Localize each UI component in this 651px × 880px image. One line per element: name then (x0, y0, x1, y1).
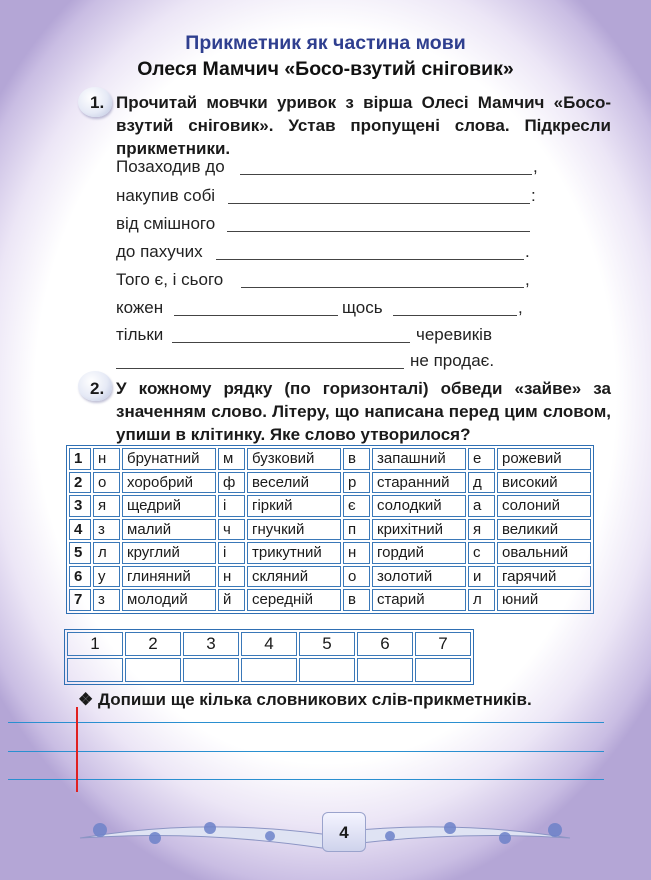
writing-line[interactable] (8, 751, 604, 752)
letter-cell[interactable]: з (93, 519, 120, 541)
answer-cell[interactable] (357, 658, 413, 682)
word-cell[interactable]: щедрий (122, 495, 216, 517)
letter-cell[interactable]: є (343, 495, 370, 517)
row-number: 6 (69, 566, 91, 588)
extra-task-instruction: ❖ Допиши ще кілька словникових слів-прикметників. (78, 690, 532, 709)
answer-cell[interactable] (299, 658, 355, 682)
answer-cell[interactable] (415, 658, 471, 682)
word-cell[interactable]: глиняний (122, 566, 216, 588)
page-number: 4 (322, 812, 366, 852)
word-cell[interactable]: овальний (497, 542, 591, 564)
task1-number: 1. (90, 93, 105, 112)
word-cell[interactable]: великий (497, 519, 591, 541)
row-number: 2 (69, 472, 91, 494)
letter-cell[interactable]: м (218, 448, 245, 470)
letter-cell[interactable]: о (93, 472, 120, 494)
answer-column-number: 7 (415, 632, 471, 656)
word-table (66, 445, 594, 614)
letter-cell[interactable]: н (218, 566, 245, 588)
word-cell[interactable]: гордий (372, 542, 466, 564)
answer-column-number: 5 (299, 632, 355, 656)
word-cell[interactable]: солодкий (372, 495, 466, 517)
word-cell[interactable]: юний (497, 589, 591, 611)
letter-cell[interactable]: с (468, 542, 495, 564)
letter-cell[interactable]: д (468, 472, 495, 494)
word-cell[interactable]: молодий (122, 589, 216, 611)
answer-column-number: 2 (125, 632, 181, 656)
blank-field[interactable] (116, 368, 404, 369)
answer-column-number: 4 (241, 632, 297, 656)
writing-line[interactable] (8, 779, 604, 780)
writing-line[interactable] (8, 722, 604, 723)
letter-cell[interactable]: у (93, 566, 120, 588)
row-number: 1 (69, 448, 91, 470)
poem-line-6b: щось (342, 298, 383, 317)
page-title: Прикметник як частина мови (185, 32, 466, 54)
table-row (69, 472, 591, 494)
poem-line-3: від смішного (116, 214, 216, 233)
letter-cell[interactable]: і (218, 542, 245, 564)
letter-cell[interactable]: о (343, 566, 370, 588)
word-cell[interactable]: трикутний (247, 542, 341, 564)
row-number: 3 (69, 495, 91, 517)
word-cell[interactable]: скляний (247, 566, 341, 588)
answer-column-number: 1 (67, 632, 123, 656)
poem-line-5: Того є, і сього (116, 270, 224, 289)
blank-field[interactable] (174, 315, 338, 316)
word-cell[interactable]: гарячий (497, 566, 591, 588)
table-row (69, 448, 591, 470)
word-cell[interactable]: гіркий (247, 495, 341, 517)
poem-line-7b: черевиків (416, 325, 492, 344)
letter-cell[interactable]: п (343, 519, 370, 541)
poem-line-1: Позаходив до (116, 157, 225, 176)
letter-cell[interactable]: в (343, 448, 370, 470)
letter-cell[interactable]: з (93, 589, 120, 611)
word-cell[interactable]: середній (247, 589, 341, 611)
row-number: 5 (69, 542, 91, 564)
word-cell[interactable]: запашний (372, 448, 466, 470)
letter-cell[interactable]: е (468, 448, 495, 470)
answer-cell[interactable] (241, 658, 297, 682)
letter-cell[interactable]: й (218, 589, 245, 611)
poem-line-4: до пахучих (116, 242, 203, 261)
word-cell[interactable]: хоробрий (122, 472, 216, 494)
page-subtitle: Олеся Мамчич «Босо-взутий сніговик» (137, 58, 514, 80)
blank-field[interactable] (172, 342, 410, 343)
blank-field[interactable] (393, 315, 517, 316)
letter-cell[interactable]: и (468, 566, 495, 588)
word-cell[interactable]: крихітний (372, 519, 466, 541)
answer-column-number: 6 (357, 632, 413, 656)
letter-cell[interactable]: я (93, 495, 120, 517)
row-number: 7 (69, 589, 91, 611)
margin-line (76, 707, 78, 792)
table-row (69, 589, 591, 611)
word-cell[interactable]: брунатний (122, 448, 216, 470)
word-cell[interactable]: високий (497, 472, 591, 494)
word-cell[interactable]: старий (372, 589, 466, 611)
poem-line-6: кожен (116, 298, 164, 317)
letter-cell[interactable]: н (343, 542, 370, 564)
word-cell[interactable]: гнучкий (247, 519, 341, 541)
word-cell[interactable]: солоний (497, 495, 591, 517)
word-cell[interactable]: веселий (247, 472, 341, 494)
letter-cell[interactable]: ч (218, 519, 245, 541)
punct: , (518, 298, 523, 317)
letter-cell[interactable]: ф (218, 472, 245, 494)
table-row (69, 495, 591, 517)
punct: , (533, 157, 538, 176)
answer-cell[interactable] (67, 658, 123, 682)
letter-cell[interactable]: н (93, 448, 120, 470)
letter-cell[interactable]: л (93, 542, 120, 564)
poem-line-8: не продає. (410, 351, 495, 370)
task2-number: 2. (90, 379, 105, 398)
answer-cell[interactable] (125, 658, 181, 682)
poem-line-7: тільки (116, 325, 164, 344)
word-cell[interactable]: малий (122, 519, 216, 541)
blank-field[interactable] (216, 259, 524, 260)
task2-instruction: У кожному рядку (по горизонталі) обведи «зайве» за значенням слово. Літеру, що написана перед цим словом, упиши в клітинку. Яке слово утворилося? (116, 379, 611, 444)
letter-cell[interactable]: л (468, 589, 495, 611)
poem-line-2: накупив собі (116, 186, 216, 205)
answer-column-number: 3 (183, 632, 239, 656)
blank-field[interactable] (240, 174, 532, 175)
table-row (69, 542, 591, 564)
answer-cell[interactable] (183, 658, 239, 682)
letter-cell[interactable]: я (468, 519, 495, 541)
letter-cell[interactable]: і (218, 495, 245, 517)
letter-cell[interactable]: р (343, 472, 370, 494)
punct: . (525, 242, 530, 261)
letter-cell[interactable]: а (468, 495, 495, 517)
word-cell[interactable]: золотий (372, 566, 466, 588)
punct: , (525, 270, 530, 289)
word-cell[interactable]: старанний (372, 472, 466, 494)
blank-field[interactable] (228, 203, 530, 204)
letter-cell[interactable]: в (343, 589, 370, 611)
answer-grid (64, 629, 474, 685)
row-number: 4 (69, 519, 91, 541)
blank-field[interactable] (241, 287, 524, 288)
punct: : (531, 186, 536, 205)
table-row (69, 519, 591, 541)
blank-field[interactable] (227, 231, 530, 232)
task1-instruction: Прочитай мовчки уривок з вірша Олесі Мамчич «Босо-взутий сніговик». Устав пропущені слова. Підкресли прикметники. (116, 93, 611, 158)
word-cell[interactable]: рожевий (497, 448, 591, 470)
word-cell[interactable]: круглий (122, 542, 216, 564)
word-cell[interactable]: бузковий (247, 448, 341, 470)
table-row (69, 566, 591, 588)
